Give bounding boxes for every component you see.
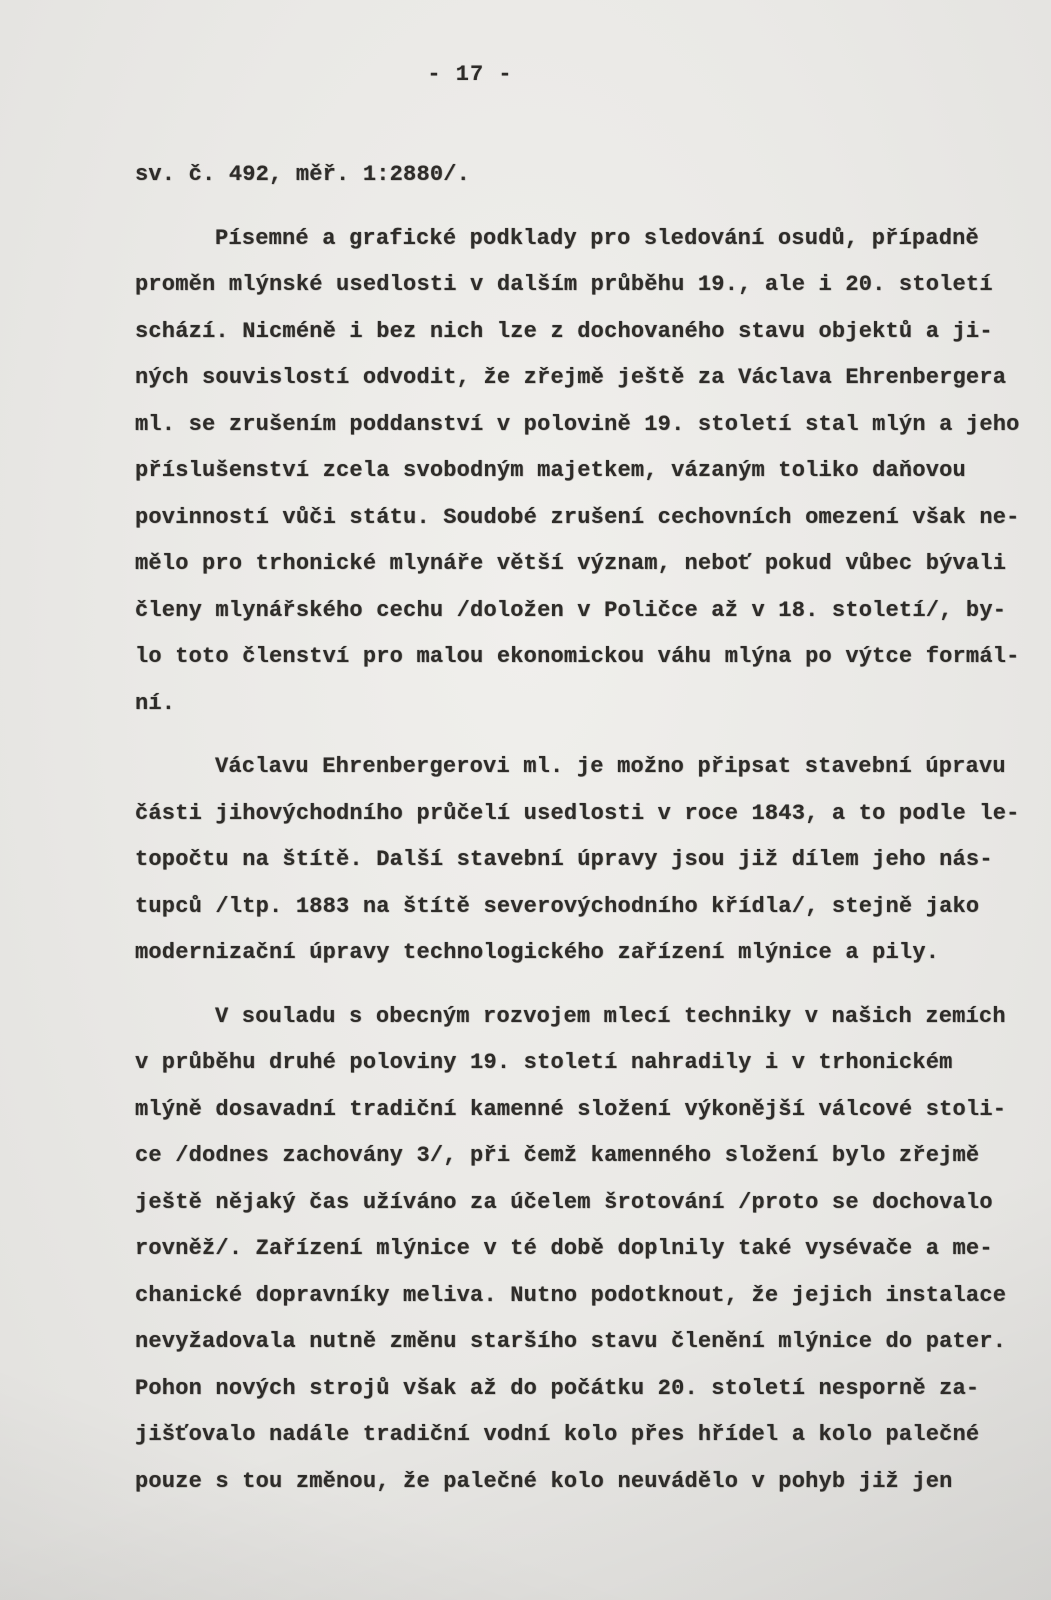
- page-number: - 17 -: [427, 62, 513, 87]
- text-line: povinností vůči státu. Soudobé zrušení cechovních omezení však ne-: [135, 504, 1020, 530]
- text-line: schází. Nicméně i bez nich lze z dochovaného stavu objektů a ji-: [135, 318, 993, 344]
- text-line: ještě nějaký čas užíváno za účelem šrotování /proto se dochovalo: [135, 1189, 993, 1215]
- text-line: pouze s tou změnou, že palečné kolo neuvádělo v pohyb již jen: [135, 1468, 953, 1494]
- paragraph: [135, 744, 1040, 977]
- text-line: nevyžadovala nutně změnu staršího stavu členění mlýnice do pater.: [135, 1329, 1007, 1354]
- text-line: lo toto členství pro malou ekonomickou váhu mlýna po výtce formál-: [135, 644, 1020, 669]
- text-line: chanické dopravníky meliva. Nutno podotknout, že jejich instalace: [135, 1282, 1007, 1308]
- text-line: jišťovalo nadále tradiční vodní kolo přes hřídel a kolo palečné: [135, 1422, 980, 1447]
- text-line: rovněž/. Zařízení mlýnice v té době doplnily také vysévače a me-: [135, 1236, 993, 1261]
- text-line: modernizační úpravy technologického zařízení mlýnice a pily.: [135, 940, 940, 965]
- text-line: V souladu s obecným rozvojem mlecí techniky v našich zemích: [215, 1003, 1006, 1029]
- text-line: mlýně dosavadní tradiční kamenné složení výkonější válcové stoli-: [135, 1096, 1007, 1122]
- document-body: [135, 152, 1040, 1522]
- text-line: části jihovýchodního průčelí usedlosti v roce 1843, a to podle le-: [135, 800, 1020, 826]
- text-line: ných souvislostí odvodit, že zřejmě ještě za Václava Ehrenbergera: [135, 365, 1007, 390]
- text-line: členy mlynářského cechu /doložen v Poličce až v 18. století/, by-: [135, 597, 1007, 623]
- text-line: Pohon nových strojů však až do počátku 20. století nesporně za-: [135, 1375, 980, 1401]
- text-line: proměn mlýnské usedlosti v dalším průběhu 19., ale i 20. století: [135, 272, 993, 297]
- paragraph: [135, 152, 1040, 199]
- paragraph: [135, 216, 1040, 728]
- text-line: ml. se zrušením poddanství v polovině 19. století stal mlýn a jeho: [135, 411, 1020, 437]
- text-line: Písemné a grafické podklady pro sledování osudů, případně: [215, 225, 979, 251]
- text-line: v průběhu druhé poloviny 19. století nahradily i v trhonickém: [135, 1050, 953, 1075]
- text-line: mělo pro trhonické mlynáře větší význam, neboť pokud vůbec bývali: [135, 551, 1007, 576]
- text-line: sv. č. 492, měř. 1:2880/.: [135, 162, 471, 187]
- text-line: topočtu na štítě. Další stavební úpravy jsou již dílem jeho nás-: [135, 847, 993, 872]
- paragraph: [135, 994, 1040, 1506]
- text-line: ní.: [135, 690, 176, 716]
- text-line: tupců /ltp. 1883 na štítě severovýchodního křídla/, stejně jako: [135, 893, 980, 919]
- text-line: Václavu Ehrenbergerovi ml. je možno připsat stavební úpravu: [215, 754, 1006, 779]
- text-line: ce /dodnes zachovány 3/, při čemž kamenného složení bylo zřejmě: [135, 1143, 980, 1168]
- text-line: příslušenství zcela svobodným majetkem, vázaným toliko daňovou: [135, 458, 966, 483]
